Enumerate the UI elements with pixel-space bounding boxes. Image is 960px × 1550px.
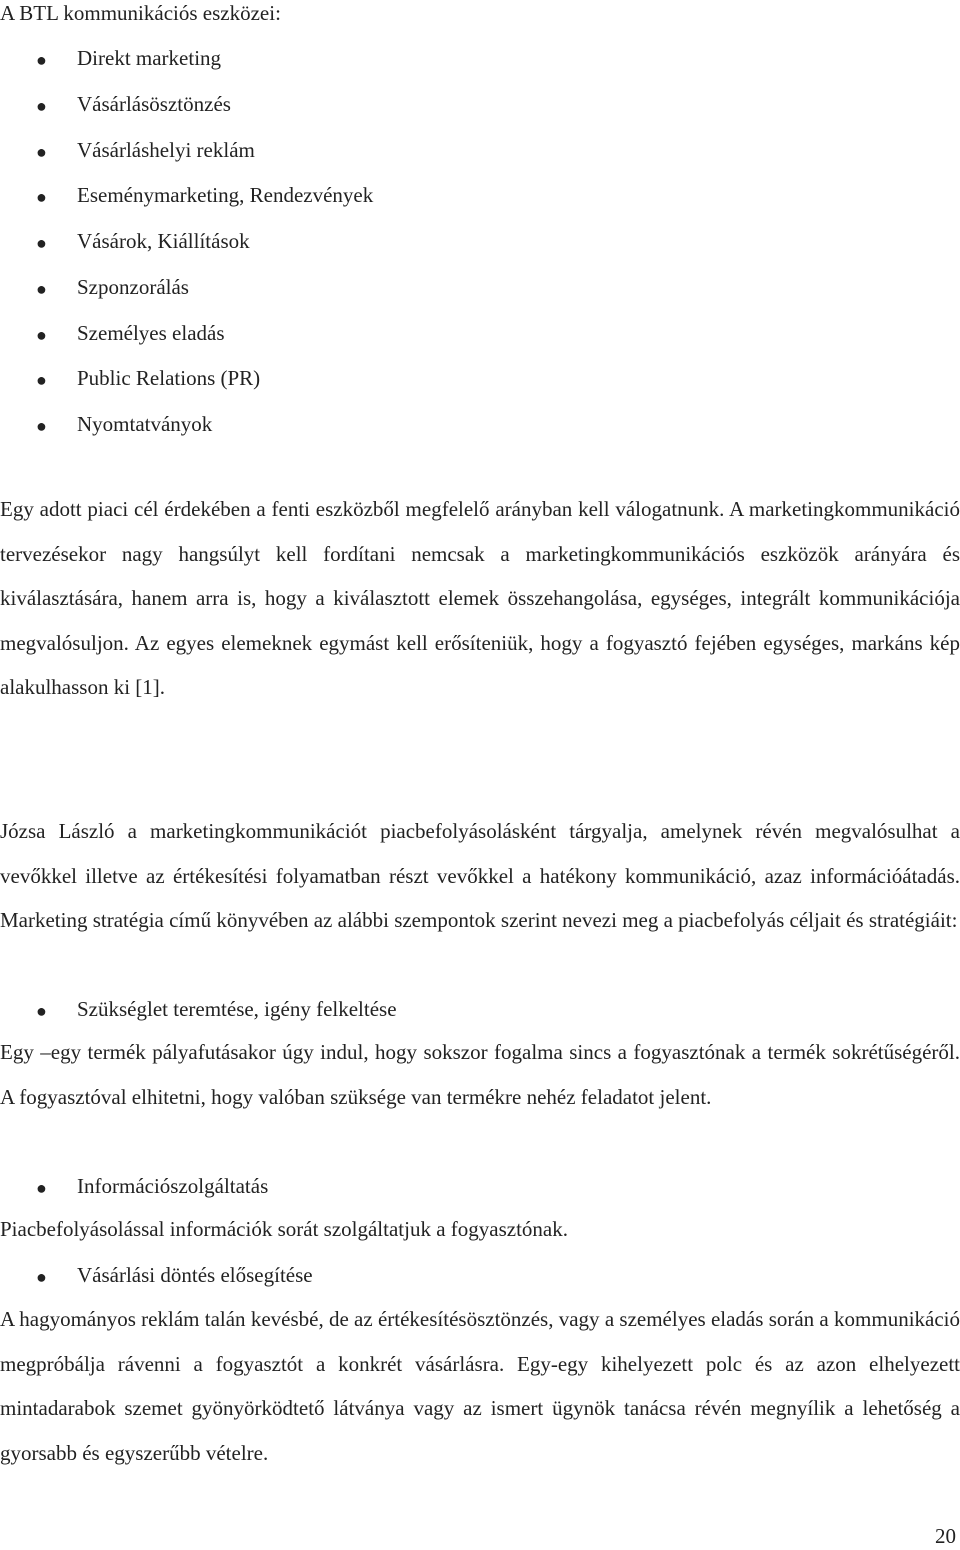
body-paragraph: Egy adott piaci cél érdekében a fenti eszközből megfelelő arányban kell válogatnunk. A marketingkommunikáció tervezésekor nagy hangsúlyt kell fordítani nemcsak a marketingkommunikációs eszközök arányára és kiválasztására, hanem arra is, hogy a kiválasztott elemek összehangolása, egységes, integrált kommunikációja megvalósuljon. Az egyes elemeknek egymást kell erősíteniük, hogy a fogyasztó fejében egységes, markáns kép alakulhasson ki [1]. <box>0 497 960 699</box>
bullet-icon: ● <box>36 233 47 253</box>
body-paragraph: Józsa László a marketingkommunikációt piacbefolyásolásként tárgyalja, amelynek révén megvalósulhat a vevőkkel illetve az értékesítési folyamatban részt vevőkkel a hatékony kommunikáció, azaz információátadás. Marketing stratégia című könyvében az alábbi szempontok szerint nevezi meg a piacbefolyás céljait és stratégiáit: <box>0 819 960 932</box>
bullet-icon: ● <box>36 141 47 162</box>
list-item-label: Szponzorálás <box>77 274 189 299</box>
bullet-icon: ● <box>36 1267 47 1287</box>
goal-title: Vásárlási döntés elősegítése <box>77 1263 313 1287</box>
bullet-icon: ● <box>36 50 47 70</box>
list-item <box>0 1173 960 1203</box>
list-item-label: Vásárlásösztönzés <box>77 91 231 116</box>
goal-title: Információszolgáltatás <box>77 1174 269 1198</box>
page-number: 20 <box>935 1524 956 1548</box>
section-heading: A BTL kommunikációs eszközei: <box>0 1 281 25</box>
list-item-label: Direkt marketing <box>77 46 222 70</box>
bullet-icon: ● <box>36 1178 47 1198</box>
body-paragraph: Egy –egy termék pályafutásakor úgy indul, hogy sokszor fogalma sincs a fogyasztónak a termék sokrétűségéről. A fogyasztóval elhitetni, hogy valóban szüksége van termékre nehéz feladatot jelent. <box>0 1040 960 1109</box>
bullet-icon: ● <box>36 416 47 436</box>
bullet-icon: ● <box>36 324 47 345</box>
list-item-label: Nyomtatványok <box>77 412 213 436</box>
list-item-label: Vásárok, Kiállítások <box>77 229 250 253</box>
list-item <box>0 1262 960 1292</box>
bullet-icon: ● <box>36 1001 47 1021</box>
list-item-label: Személyes eladás <box>77 320 225 345</box>
list-item-label: Public Relations (PR) <box>77 366 261 391</box>
list-item-label: Vásárláshelyi reklám <box>77 137 255 162</box>
bullet-icon: ● <box>36 95 47 116</box>
list-item <box>0 996 960 1026</box>
bullet-icon: ● <box>36 278 47 299</box>
list-item-label: Eseménymarketing, Rendezvények <box>77 183 374 208</box>
goal-title: Szükséglet teremtése, igény felkeltése <box>77 997 397 1021</box>
bullet-icon: ● <box>36 370 47 391</box>
bullet-icon: ● <box>36 187 47 208</box>
body-paragraph: Piacbefolyásolással információk sorát szolgáltatjuk a fogyasztónak. <box>0 1217 568 1241</box>
body-paragraph: A hagyományos reklám talán kevésbé, de az értékesítésösztönzés, vagy a személyes eladás során a kommunikáció megpróbálja rávenni a fogyasztót a konkrét vásárlásra. Egy-egy kihelyezett polc és az azon elhelyezett mintadarabok szemet gyönyörködtető látványa vagy az ismert ügynök tanácsa révén megnyílik a lehetőség a gyorsabb és egyszerűbb vételre. <box>0 1307 960 1465</box>
